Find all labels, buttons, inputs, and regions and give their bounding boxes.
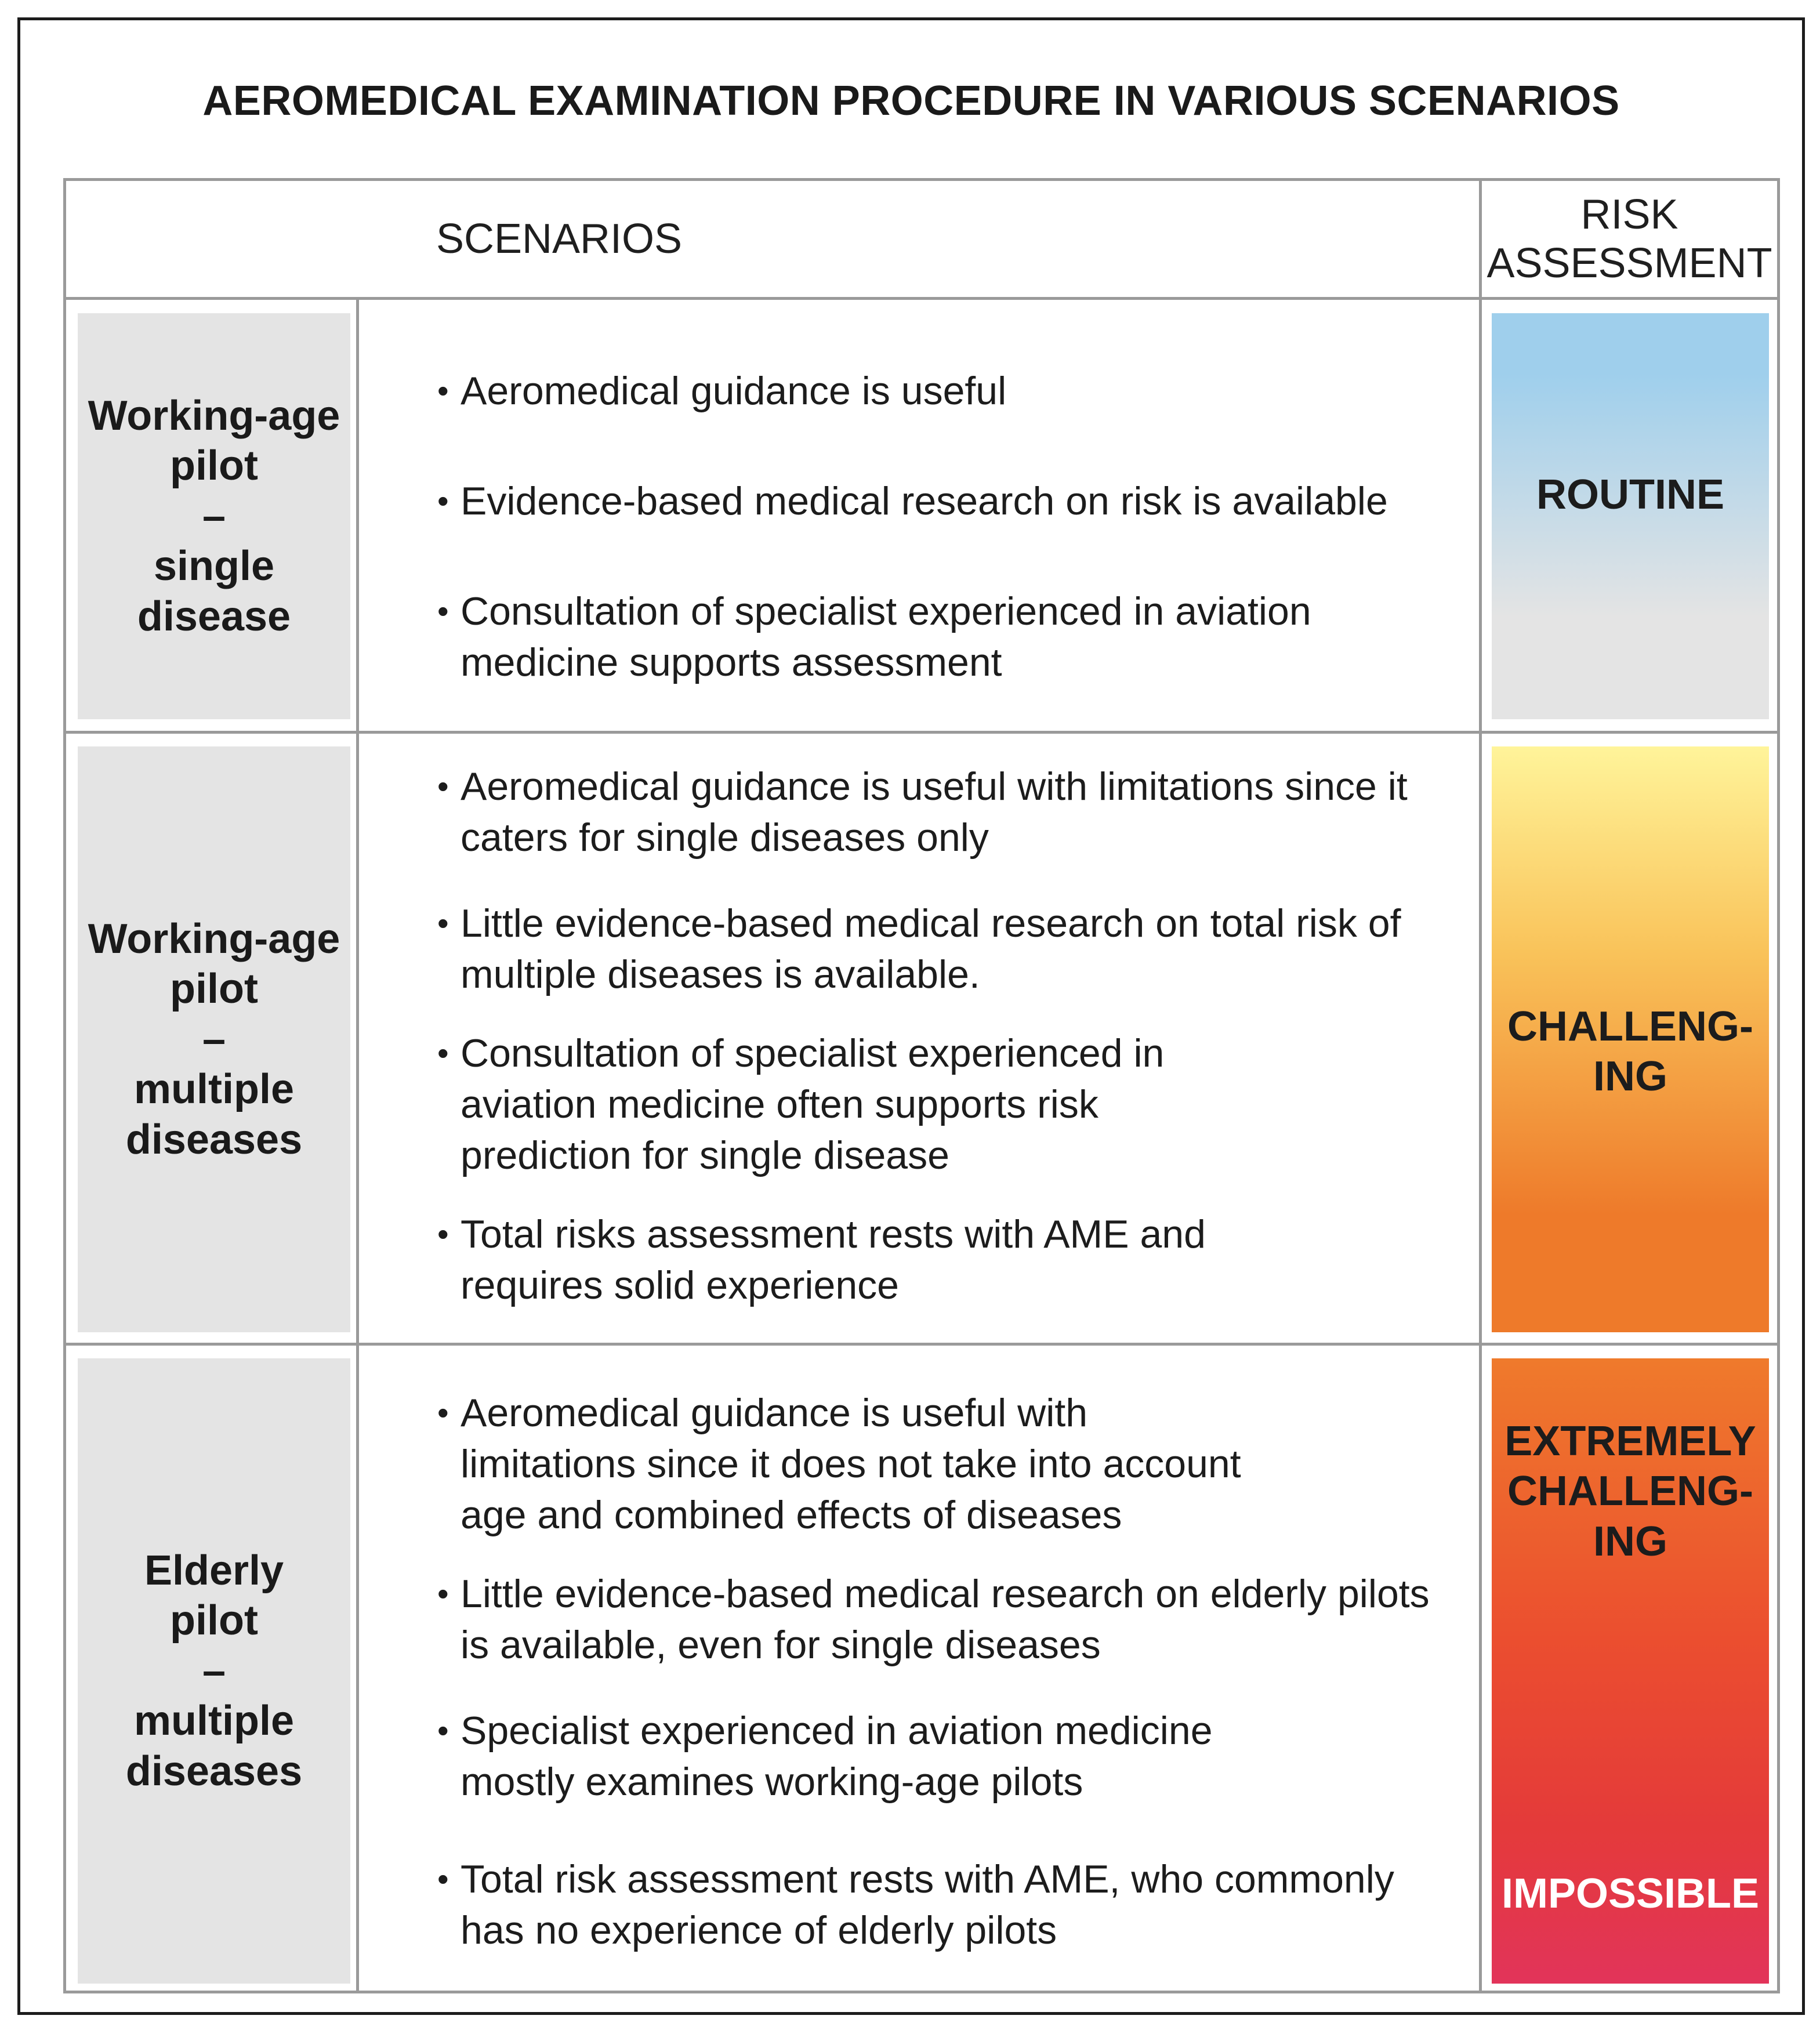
header-divider	[66, 297, 1777, 300]
row2-label-line2: pilot	[170, 966, 258, 1013]
row3-label-line3: –	[202, 1647, 226, 1694]
risk-extreme-label	[1492, 1416, 1769, 1567]
row3-label-line4: multiple	[133, 1698, 294, 1745]
risk-challenging-label	[1492, 1002, 1769, 1102]
figure-title: AEROMEDICAL EXAMINATION PROCEDURE IN VARIOUS SCENARIOS	[202, 78, 1620, 124]
row1-bullet-list	[437, 365, 1458, 688]
row1-label-line4: single	[153, 543, 275, 590]
row2-bullet-1: • Aeromedical guidance is useful with limitations since it caters for single diseases only	[437, 761, 1446, 863]
row-divider-1	[66, 731, 1777, 734]
risk-routine-box	[1492, 313, 1769, 719]
header-risk-line2: ASSESSMENT	[1487, 240, 1772, 287]
risk-impossible-label: IMPOSSIBLE	[1501, 1870, 1760, 1917]
row3-label-line1: Elderly	[144, 1547, 284, 1594]
row2-label-line4: multiple	[133, 1066, 294, 1113]
header-scenarios-text: SCENARIOS	[436, 215, 683, 262]
column-divider-risk	[1479, 181, 1482, 1991]
row3-label-line5: diseases	[125, 1748, 303, 1795]
row2-label-line5: diseases	[125, 1116, 303, 1163]
column-divider-label	[356, 300, 359, 1991]
header-risk-line1: RISK	[1580, 191, 1678, 238]
row-divider-2	[66, 1343, 1777, 1346]
row-label-working-age-single	[78, 313, 350, 719]
risk-extreme-line3: ING	[1593, 1518, 1667, 1565]
row3-label-line2: pilot	[170, 1597, 258, 1644]
row2-bullet-4: • Total risks assessment rests with AME and requires solid experience	[437, 1209, 1290, 1311]
row1-bullet-2: • Evidence-based medical research on risk is available	[437, 476, 1458, 527]
row1-label-line2: pilot	[170, 443, 258, 490]
row3-bullet-4: • Total risk assessment rests with AME, who commonly has no experience of elderly pilots	[437, 1854, 1417, 1956]
row-label-elderly-multiple	[78, 1358, 350, 1984]
risk-challenging-box	[1492, 746, 1769, 1332]
figure-frame	[17, 17, 1805, 2015]
row3-bullet-3: • Specialist experienced in aviation medicine mostly examines working-age pilots	[437, 1705, 1272, 1807]
row2-bullet-2: • Little evidence-based medical research on total risk of multiple diseases is available.	[437, 898, 1417, 1000]
risk-extremely-challenging-box	[1492, 1358, 1769, 1984]
header-risk-assessment	[1482, 181, 1777, 297]
row3-bullet-1: • Aeromedical guidance is useful with limitations since it does not take into account age and combined effects of diseases	[437, 1387, 1272, 1540]
row-label-working-age-multiple	[78, 746, 350, 1332]
risk-extreme-line1: EXTREMELY	[1504, 1418, 1756, 1464]
risk-routine-label: ROUTINE	[1536, 472, 1724, 518]
header-scenarios	[66, 181, 1052, 297]
risk-challenging-line2: ING	[1593, 1053, 1667, 1100]
row1-bullet-3: • Consultation of specialist experienced in aviation medicine supports assessment	[437, 586, 1359, 688]
risk-challenging-line1: CHALLENG-	[1507, 1003, 1753, 1050]
row1-bullet-1: • Aeromedical guidance is useful	[437, 365, 1458, 416]
row3-bullet-2: • Little evidence-based medical research on elderly pilots is available, even for single diseases	[437, 1568, 1458, 1670]
scenario-table	[63, 178, 1780, 1993]
row2-label-line1: Working-age	[88, 916, 340, 963]
row1-label-line5: disease	[137, 593, 291, 640]
row2-label-line3: –	[202, 1016, 226, 1063]
row1-label-line1: Working-age	[88, 393, 340, 440]
risk-extreme-line2: CHALLENG-	[1507, 1468, 1753, 1515]
row2-bullet-list	[437, 761, 1458, 1311]
row2-bullet-3: • Consultation of specialist experienced in aviation medicine often supports risk prediction for single disease	[437, 1028, 1191, 1181]
row3-bullet-list	[437, 1387, 1458, 1956]
row1-label-line3: –	[202, 492, 226, 539]
